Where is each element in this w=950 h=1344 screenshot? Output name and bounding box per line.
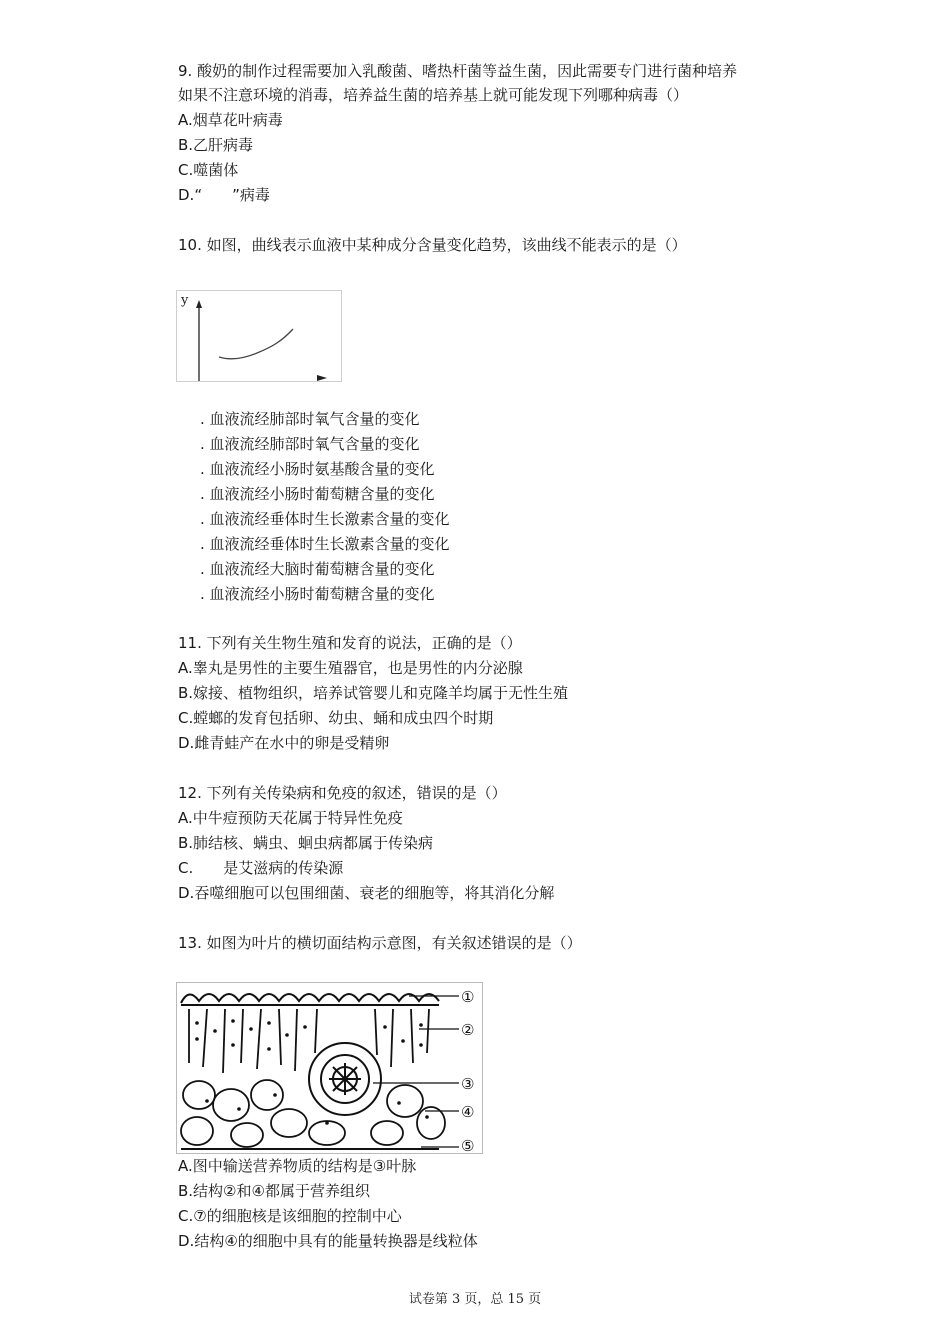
question-12-option-d: D.吞噬细胞可以包围细菌、衰老的细胞等，将其消化分解	[178, 884, 555, 902]
question-10-option-5: . 血液流经垂体时生长激素含量的变化	[200, 510, 450, 528]
palisade-tissue	[189, 1009, 429, 1073]
question-9-stem-line-1: 9. 酸奶的制作过程需要加入乳酸菌、嗜热杆菌等益生菌，因此需要专门进行菌种培养	[178, 62, 738, 80]
chloroplast-dots	[195, 1019, 429, 1125]
leaf-cross-section-diagram	[177, 983, 482, 1153]
question-12-option-a: A.中牛痘预防天花属于特异性免疫	[178, 809, 403, 827]
question-10-option-7: . 血液流经大脑时葡萄糖含量的变化	[200, 560, 435, 578]
upper-epidermis	[181, 994, 439, 1005]
question-13-option-d: D.结构④的细胞中具有的能量转换器是线粒体	[178, 1232, 478, 1250]
question-11-stem: 11. 下列有关生物生殖和发育的说法，正确的是（）	[178, 634, 522, 652]
page-footer: 试卷第 3 页，总 15 页	[408, 1292, 542, 1307]
question-9-option-c: C.噬菌体	[178, 161, 239, 179]
question-10-option-4: . 血液流经小肠时葡萄糖含量的变化	[200, 485, 435, 503]
question-13-stem: 13. 如图为叶片的横切面结构示意图，有关叙述错误的是（）	[178, 934, 582, 952]
y-axis-label: y	[181, 293, 189, 308]
question-12-option-c: C. 是艾滋病的传染源	[178, 859, 344, 877]
blood-curve-graph	[177, 291, 341, 381]
question-9-option-d: D.“ ”病毒	[178, 186, 270, 204]
label-1: ①	[461, 988, 475, 1006]
question-10-option-6: . 血液流经垂体时生长激素含量的变化	[200, 535, 450, 553]
question-10-option-2: . 血液流经肺部时氧气含量的变化	[200, 435, 420, 453]
blood-curve-figure	[176, 290, 342, 382]
question-11-option-c: C.螳螂的发育包括卵、幼虫、蛹和成虫四个时期	[178, 709, 494, 727]
question-9-option-b: B.乙肝病毒	[178, 136, 254, 154]
leaf-vein	[309, 1043, 381, 1115]
question-10-option-1: . 血液流经肺部时氧气含量的变化	[200, 410, 420, 428]
question-11-option-b: B.嫁接、植物组织，培养试管婴儿和克隆羊均属于无性生殖	[178, 684, 569, 702]
question-10-option-8: . 血液流经小肠时葡萄糖含量的变化	[200, 585, 435, 603]
leaf-cross-section-figure	[176, 982, 483, 1154]
spongy-tissue	[181, 1080, 445, 1147]
question-13-option-c: C.⑦的细胞核是该细胞的控制中心	[178, 1207, 402, 1225]
question-10-option-3: . 血液流经小肠时氨基酸含量的变化	[200, 460, 435, 478]
x-axis-arrow	[317, 375, 327, 381]
question-9-stem-line-2: 如果不注意环境的消毒，培养益生菌的培养基上就可能发现下列哪种病毒（）	[178, 86, 689, 104]
question-9-option-a: A.烟草花叶病毒	[178, 111, 283, 129]
y-axis-arrow	[196, 300, 202, 308]
question-13-option-b: B.结构②和④都属于营养组织	[178, 1182, 370, 1200]
content-curve	[219, 329, 293, 359]
label-3: ③	[461, 1075, 475, 1093]
leader-lines	[373, 996, 459, 1147]
question-13-option-a: A.图中输送营养物质的结构是③叶脉	[178, 1157, 417, 1175]
question-11-option-a: A.睾丸是男性的主要生殖器官，也是男性的内分泌腺	[178, 659, 523, 677]
label-4: ④	[461, 1103, 475, 1121]
question-10-stem: 10. 如图，曲线表示血液中某种成分含量变化趋势，该曲线不能表示的是（）	[178, 236, 687, 254]
label-2: ②	[461, 1021, 475, 1039]
question-12-option-b: B.肺结核、螨虫、蛔虫病都属于传染病	[178, 834, 434, 852]
label-5: ⑤	[461, 1137, 475, 1153]
question-11-option-d: D.雌青蛙产在水中的卵是受精卵	[178, 734, 390, 752]
question-12-stem: 12. 下列有关传染病和免疫的叙述，错误的是（）	[178, 784, 507, 802]
